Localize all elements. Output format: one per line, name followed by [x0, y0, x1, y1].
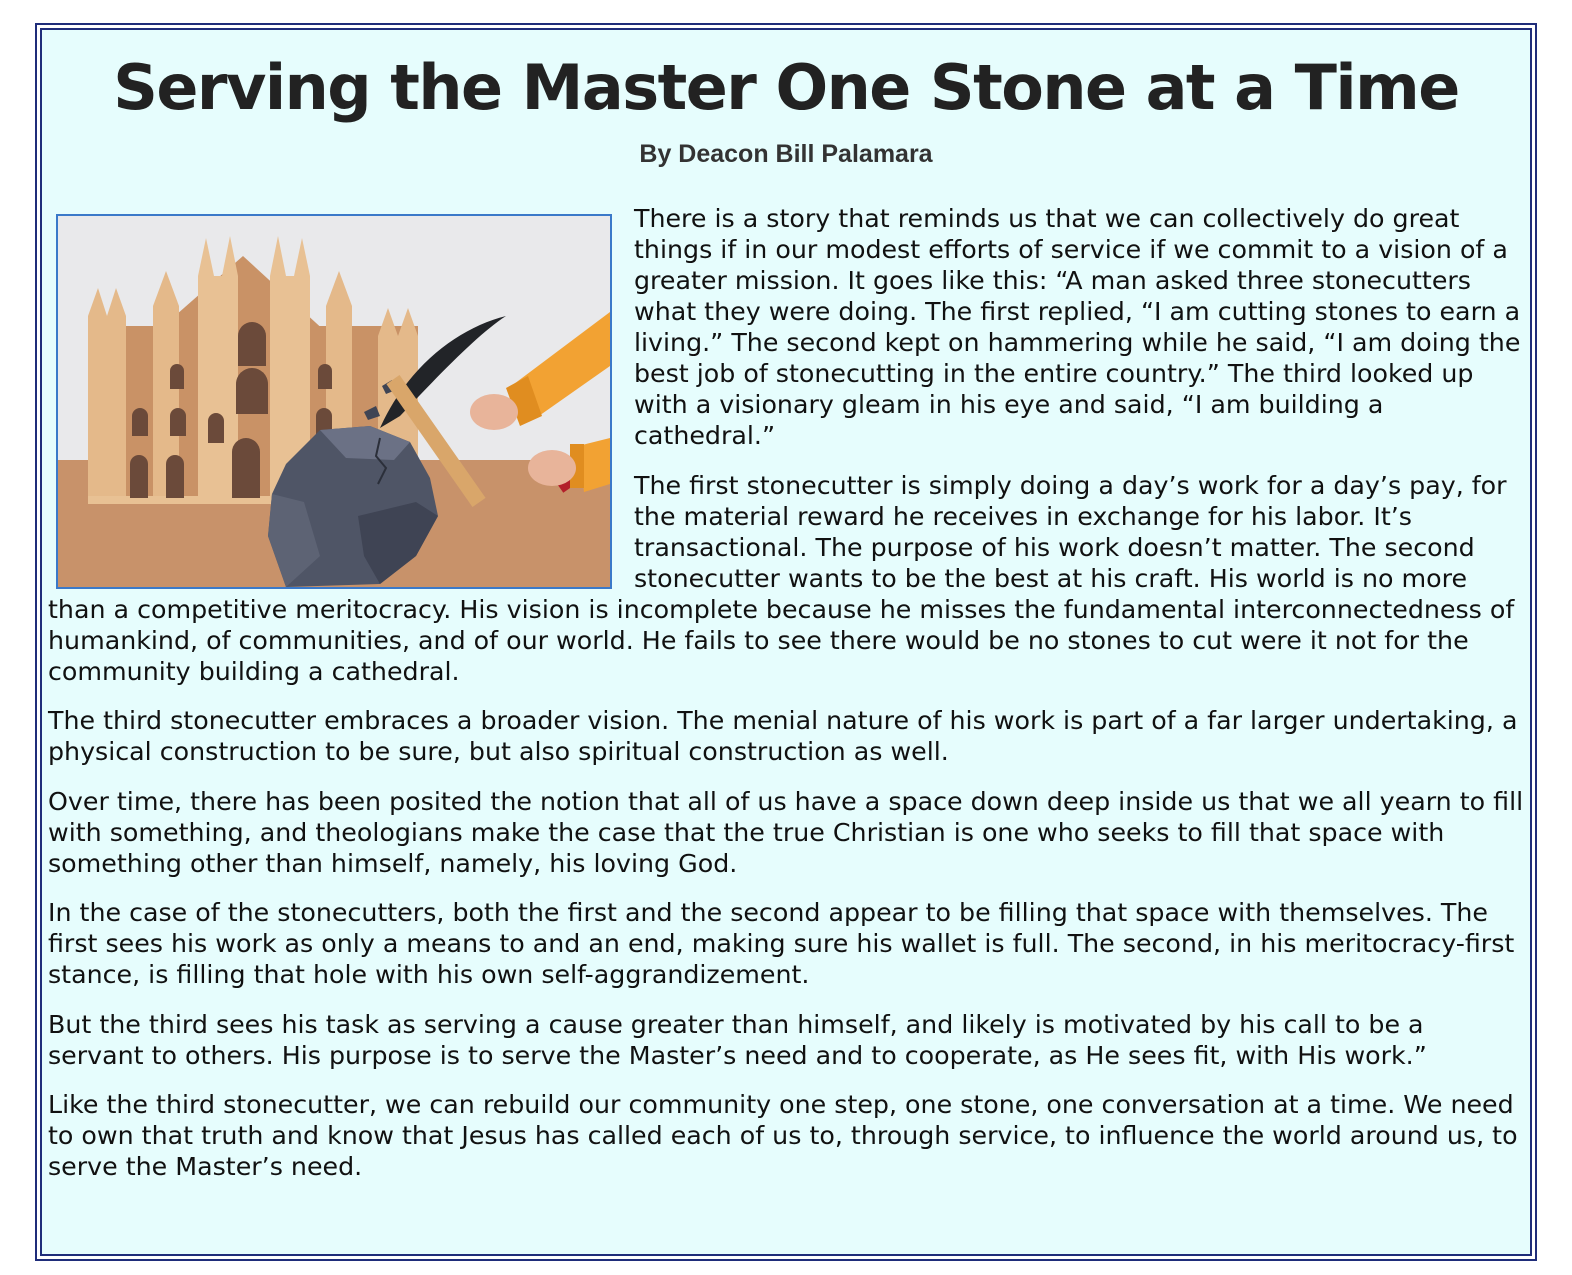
paragraph-conclusion: Like the third stonecutter, we can rebuild our community one step, one stone, one conversation at a time. We need to own that truth and know that Jesus has called each of us to, through service, to influence the world around us, to serve the Master’s need. — [48, 1090, 1518, 1181]
article-byline: By Deacon Bill Palamara — [639, 140, 933, 168]
paragraph-inner-space: Over time, there has been posited the notion that all of us have a space down deep inside us that we all yearn to fill with something, and theologians make the case that the true Christian is one who seeks to fill that space with something other than himself, namely, his loving God. — [48, 786, 1524, 878]
article-body — [48, 203, 1524, 1201]
paragraph-serving-cause: But the third sees his task as serving a cause greater than himself, and likely is motivated by his call to be a servant to others. His purpose is to serve the Master’s need and to cooperate, as He sees fit, with His work.” — [48, 1009, 1427, 1070]
paragraph-first-second-stonecutter: The first stonecutter is simply doing a day’s work for a day’s pay, for the material reward he receives in exchange for his labor. It’s transactional. The purpose of his work doesn’t matter. The second stonecutter wants to be the best at his craft. His world is no more than a competitive meritocracy. His vision is incomplete because he misses the fundamental interconnectedness of humankind, of communities, and of our world. He fails to see there would be no stones to cut were it not for the community building a cathedral. — [48, 470, 1515, 686]
cathedral-stonecutter-illustration — [56, 214, 612, 589]
paragraph-filling-space: In the case of the stonecutters, both the first and the second appear to be filling that space with themselves. The first sees his work as only a means to and an end, making sure his wallet is full. The second, in his meritocracy-first stance, is filling that hole with his own self-aggrandizement. — [48, 898, 1515, 989]
paragraph-third-stonecutter: The third stonecutter embraces a broader vision. The menial nature of his work is part of a far larger undertaking, a physical construction to be sure, but also spiritual construction as well. — [48, 706, 1518, 766]
article-title: Serving the Master One Stone at a Time — [113, 51, 1459, 124]
paragraph-intro-story: There is a story that reminds us that we can collectively do great things if in our modest efforts of service if we commit to a vision of a greater mission. It goes like this: “A man asked three stonecutters what they were doing. The first replied, “I am cutting stones to earn a living.” The second kept on hammering while he said, “I am doing the best job of stonecutting in the entire country.” The third looked up with a visionary gleam in his eye and said, “I am building a cathedral.” — [634, 204, 1521, 450]
illustration-svg — [58, 216, 610, 587]
